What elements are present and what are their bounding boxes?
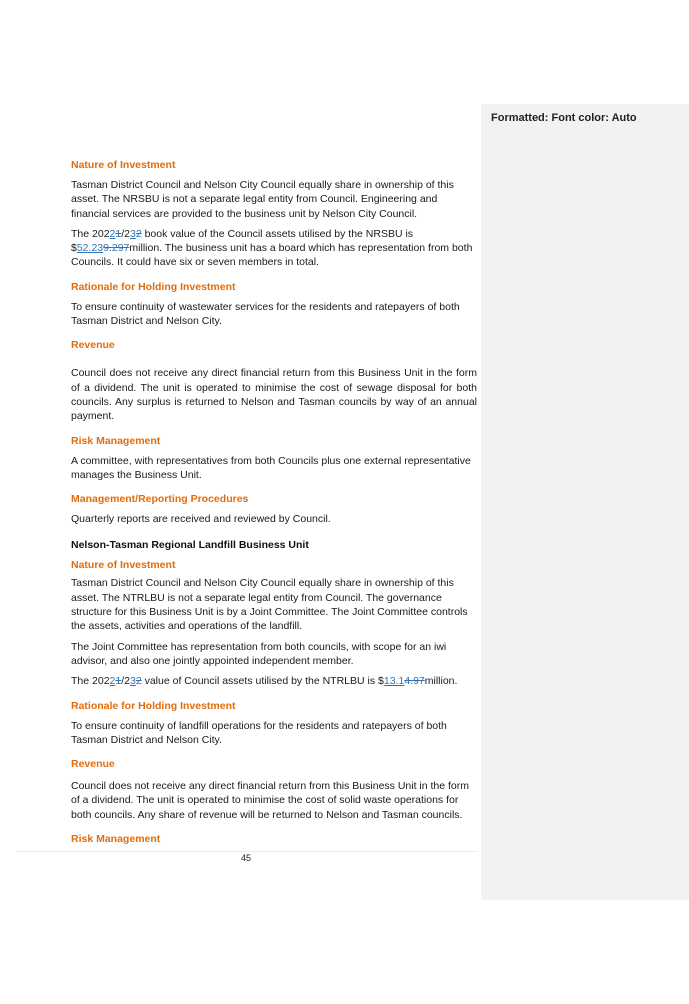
text-run: The 202 (71, 227, 110, 240)
section-heading-risk: Risk Management (71, 434, 161, 447)
section-heading-nature-landfill: Nature of Investment (71, 559, 176, 572)
tracked-insertion: 3 (129, 227, 136, 240)
tracked-deletion: 1 (115, 675, 122, 688)
paragraph-risk: A committee, with representatives from both Councils plus one external representative manages the Business Unit. (71, 454, 471, 481)
tracked-deletion: 9.297 (103, 242, 130, 255)
text-run: /2 (121, 227, 130, 240)
page-number: 45 (240, 853, 251, 863)
section-heading-revenue: Revenue (71, 339, 115, 352)
section-heading-nature: Nature of Investment (71, 159, 176, 171)
tracked-deletion: 1 (115, 227, 122, 240)
tracked-insertion: 13.1 (383, 675, 405, 688)
section-heading-revenue-landfill: Revenue (71, 758, 115, 771)
tracked-deletion: 4.97 (404, 675, 425, 688)
paragraph-rationale: To ensure continuity of wastewater services for the residents and ratepayers of both Tasman District and Nelson City. (71, 300, 460, 328)
tracked-insertion: 2 (109, 227, 116, 240)
text-run: /2 (121, 675, 130, 688)
paragraph-nature-landfill: Tasman District Council and Nelson City Council equally share in ownership of this asset. The NTRLBU is not a separate legal entity from Council. The governance structure for this Business Unit is by a Joint Committee. The Joint Committee controls the assets, activities and operations of the landfill. (71, 577, 468, 633)
tracked-insertion: 2 (109, 675, 116, 688)
text-run: value of Council assets utilised by the NTRLBU is $ (141, 675, 384, 688)
text-run: The 202 (71, 675, 110, 688)
tracked-insertion: 3 (129, 675, 136, 688)
paragraph-revenue: Council does not receive any direct financial return from this Business Unit in the form of a dividend. The unit is operated to minimise the cost of sewage disposal for both councils. Any surplus is returned to Nelson and Tasman councils by way of an annual payment. (71, 367, 477, 423)
paragraph-landfill-value (71, 674, 477, 688)
paragraph-book-value (71, 227, 477, 270)
paragraph-management: Quarterly reports are received and reviewed by Council. (71, 513, 331, 526)
paragraph-joint-committee: The Joint Committee has representation from both councils, with scope for an iwi advisor, and also one jointly appointed independent member. (71, 640, 447, 667)
document-body (71, 158, 477, 846)
section-heading-rationale-landfill: Rationale for Holding Investment (71, 699, 236, 712)
paragraph-nature: Tasman District Council and Nelson City Council equally share in ownership of this asset. The NRSBU is not a separate legal entity from Council. Engineering and financial services are provided to the business unit by Nelson City Council. (71, 179, 454, 220)
tracked-insertion: 52.23 (76, 242, 104, 255)
footer-divider (16, 851, 478, 852)
paragraph-revenue-landfill: Council does not receive any direct financial return from this Business Unit in the form of a dividend. The unit is operated to minimise the cost of solid waste operations for both councils. Any share of revenue will be returned to Nelson and Tasman councils. (71, 780, 470, 821)
text-run: book value of the Council assets utilised by the NRSBU is $ (71, 227, 414, 255)
section-heading-management: Management/Reporting Procedures (71, 493, 249, 506)
comment-balloon-text[interactable]: Formatted: Font color: Auto (491, 112, 637, 124)
text-run: million. (424, 675, 458, 688)
business-unit-title: Nelson-Tasman Regional Landfill Business Unit (71, 539, 309, 552)
text-run: million. The business unit has a board which has representation from both Councils. It could have six or seven members in total. (71, 242, 473, 269)
tracked-deletion: 2 (135, 227, 142, 240)
section-heading-rationale: Rationale for Holding Investment (71, 280, 236, 293)
paragraph-rationale-landfill: To ensure continuity of landfill operations for the residents and ratepayers of both Tasman District and Nelson City. (71, 719, 447, 746)
comment-pane[interactable] (481, 104, 689, 900)
tracked-deletion: 2 (135, 675, 142, 688)
section-heading-risk-landfill: Risk Management (71, 833, 161, 846)
